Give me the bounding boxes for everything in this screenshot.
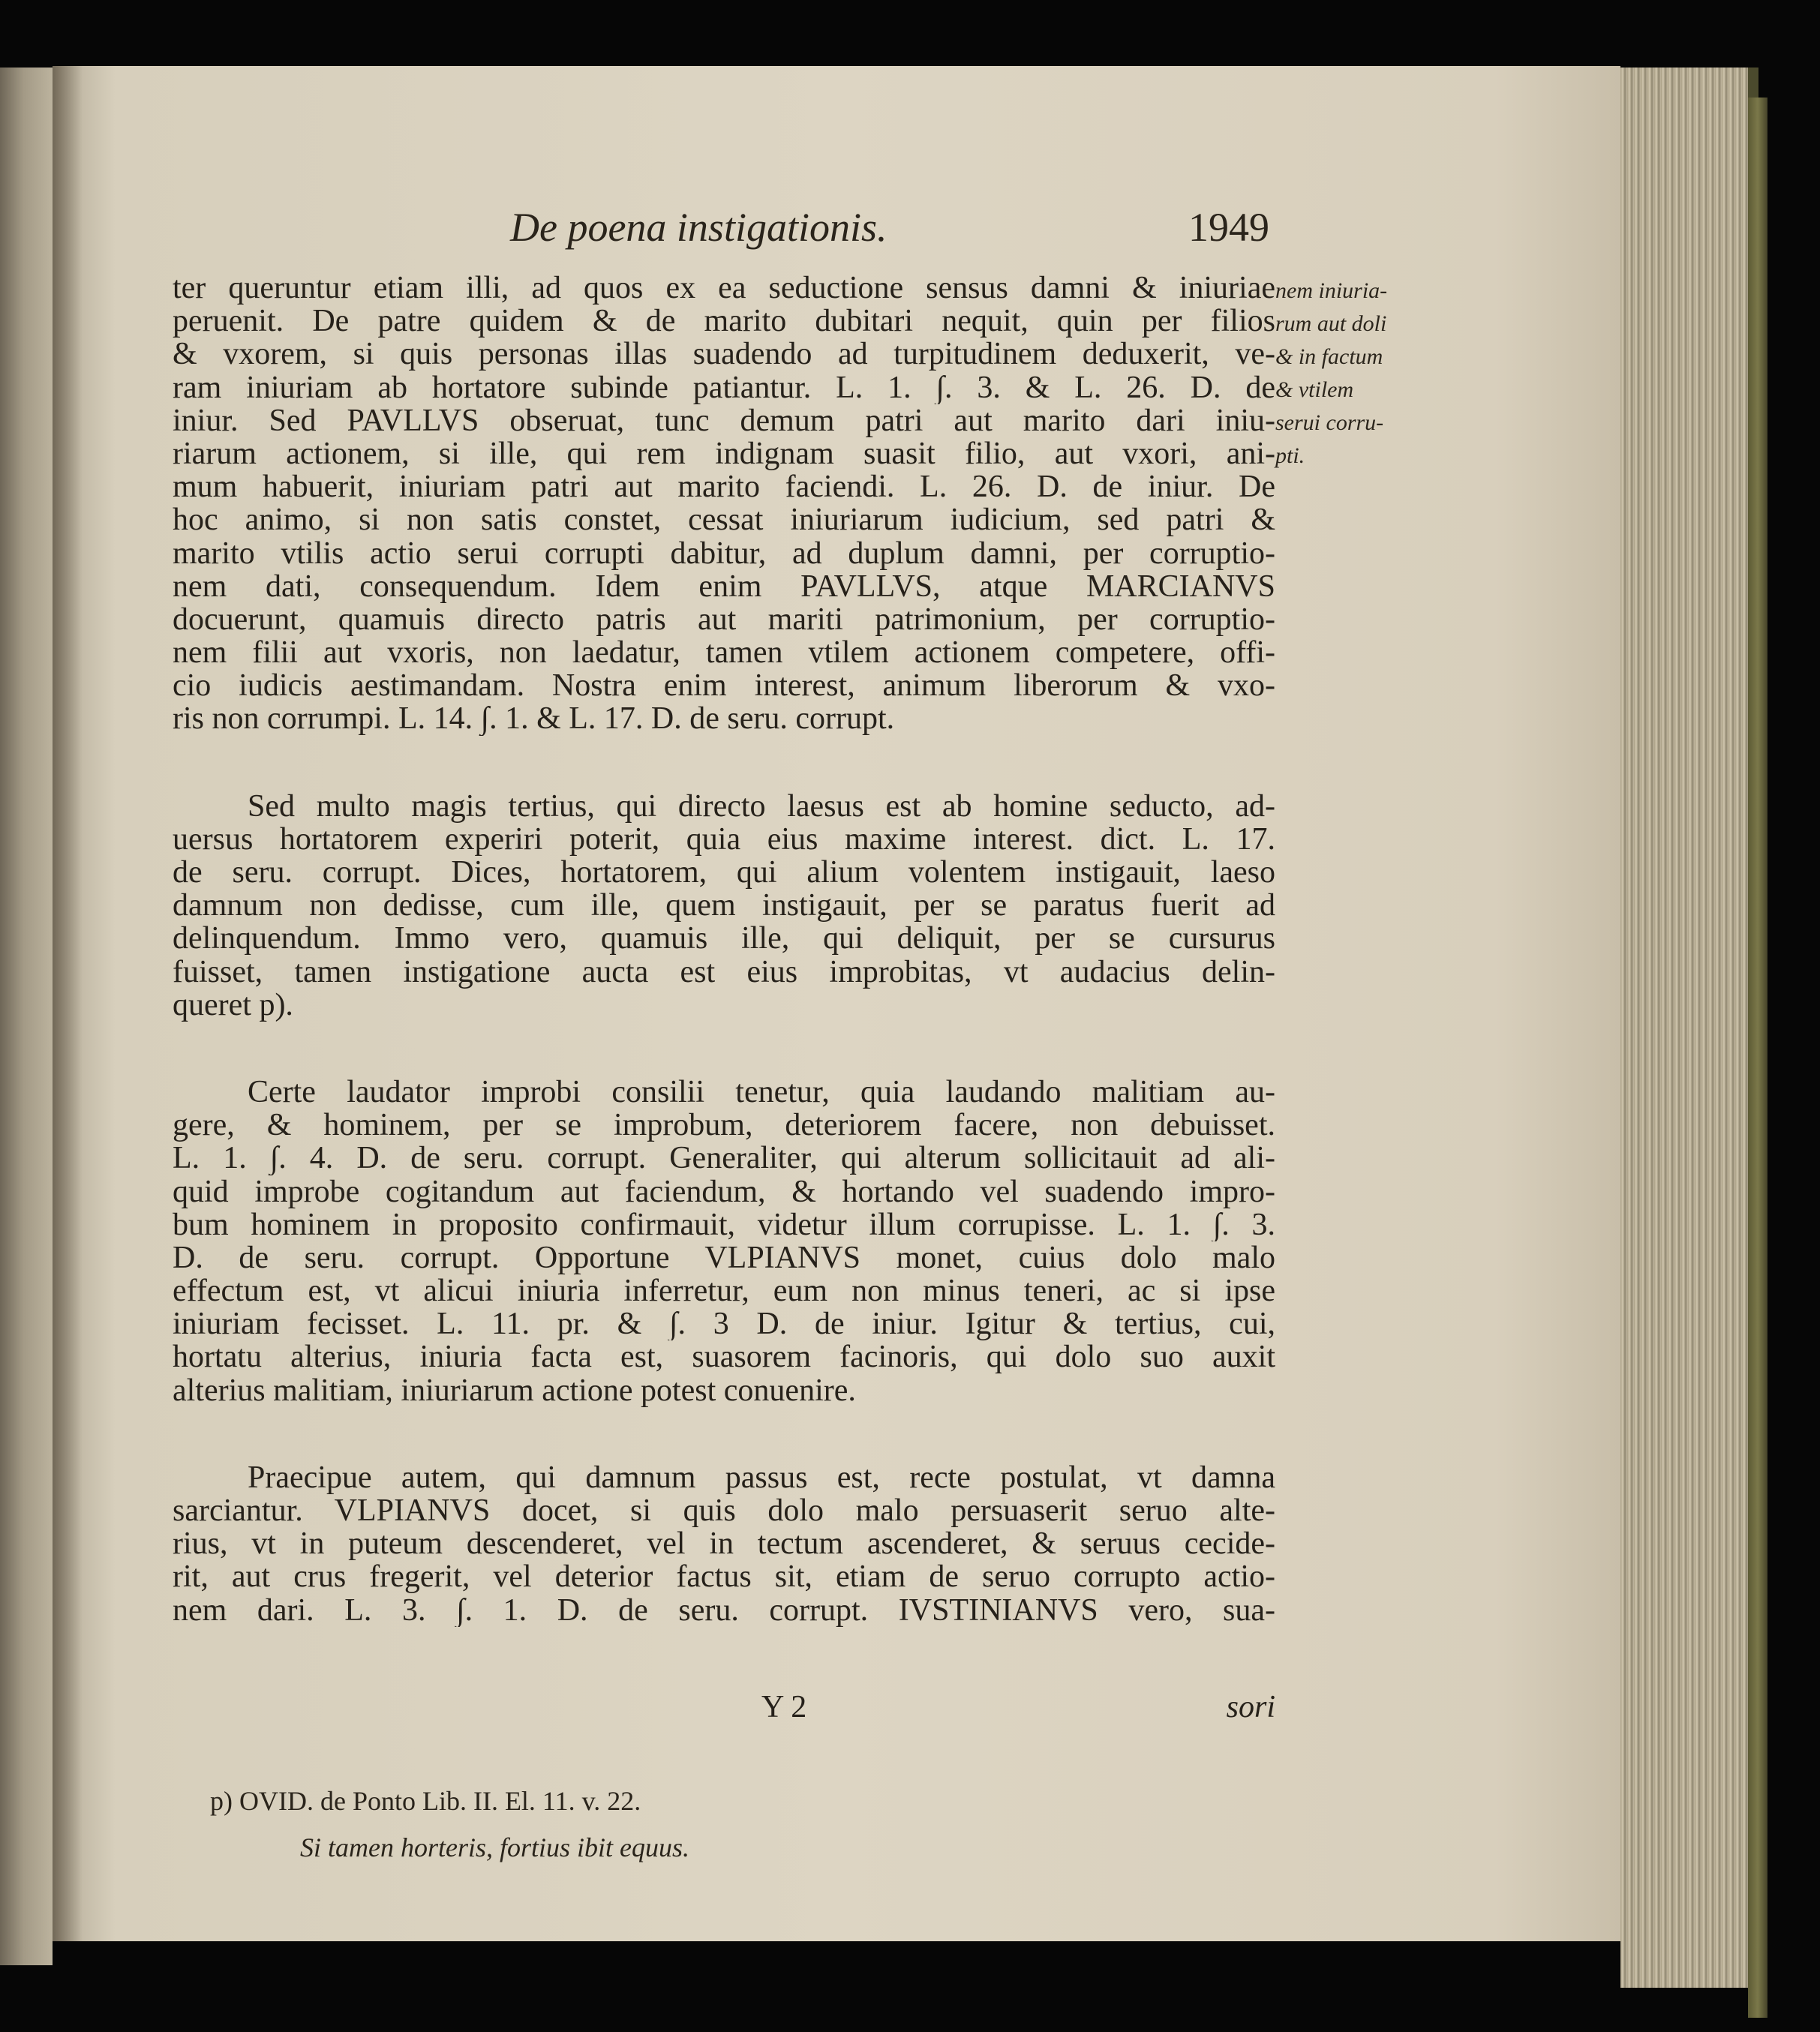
margin-note-line: nem iniuria- bbox=[1275, 278, 1388, 303]
text-line: hortatu alterius, iniuria facta est, suasorem facinoris, qui dolo suo auxit bbox=[173, 1340, 1275, 1374]
margin-note-line: & in factum bbox=[1275, 344, 1383, 369]
text-line: docuerunt, quamuis directo patris aut mariti patrimonium, per corruptio- bbox=[173, 602, 1275, 637]
paragraph-gap bbox=[173, 1022, 1275, 1076]
text-line: rit, aut crus fregerit, vel deterior factus sit, etiam de seruo corrupto actio- bbox=[173, 1560, 1275, 1594]
page-foot bbox=[173, 1689, 1275, 1727]
margin-note-line: pti. bbox=[1275, 443, 1305, 468]
running-head-title: De poena instigationis. bbox=[510, 205, 887, 250]
signature-mark: Y 2 bbox=[761, 1690, 807, 1724]
text-line: ter queruntur etiam illi, ad quos ex ea seductione sensus damni & iniuriae bbox=[173, 272, 1275, 305]
text-line: & vxorem, si quis personas illas suadendo ad turpitudinem deduxerit, ve- bbox=[173, 338, 1275, 371]
text-line: iniur. Sed PAVLLVS obseruat, tunc demum patri aut marito dari iniu- bbox=[173, 404, 1275, 437]
paragraph-3 bbox=[173, 1076, 1275, 1407]
body-text bbox=[173, 272, 1275, 1627]
catchword: sori bbox=[1226, 1690, 1275, 1724]
paragraph-1 bbox=[173, 272, 1275, 736]
text-line: sarciantur. VLPIANVS docet, si quis dolo malo persuaserit seruo alte- bbox=[173, 1494, 1275, 1528]
text-line: quid improbe cogitandum aut faciendum, & hortando vel suadendo impro- bbox=[173, 1175, 1275, 1208]
text-line: bum hominem in proposito confirmauit, videtur illum corrupisse. L. 1. ∫. 3. bbox=[173, 1208, 1275, 1241]
paragraph-2 bbox=[173, 790, 1275, 1022]
text-line: gere, & hominem, per se improbum, deteriorem facere, non debuisset. bbox=[173, 1109, 1275, 1142]
text-line: ram iniuriam ab hortatore subinde patiantur. L. 1. ∫. 3. & L. 26. D. de bbox=[173, 371, 1275, 404]
text-line: Certe laudator improbi consilii tenetur, quia laudando malitiam au- bbox=[248, 1075, 1275, 1109]
footnote-reference: p) OVID. de Ponto Lib. II. El. 11. v. 22. bbox=[210, 1786, 641, 1816]
text-line: effectum est, vt alicui iniuria inferretur, eum non minus teneri, ac si ipse bbox=[173, 1274, 1275, 1308]
page-number: 1949 bbox=[1188, 205, 1269, 250]
book-cover-edge bbox=[1748, 98, 1767, 2018]
text-line: queret p). bbox=[173, 988, 293, 1022]
text-line: damnum non dedisse, cum ille, quem instigauit, per se paratus fuerit ad bbox=[173, 889, 1275, 923]
text-line: riarum actionem, si ille, qui rem indignam suasit filio, aut vxori, ani- bbox=[173, 437, 1275, 471]
page-block-edge bbox=[1620, 68, 1758, 1988]
text-line: de seru. corrupt. Dices, hortatorem, qui alium volentem instigauit, laeso bbox=[173, 856, 1275, 890]
text-line: peruenit. De patre quidem & de marito dubitari nequit, quin per filios bbox=[173, 305, 1275, 338]
footnote-quotation: Si tamen horteris, fortius ibit equus. bbox=[300, 1832, 690, 1862]
text-line: nem filii aut vxoris, non laedatur, tamen vtilem actionem competere, offi- bbox=[173, 636, 1275, 670]
margin-note-line: rum aut doli bbox=[1275, 311, 1387, 336]
text-line: Sed multo magis tertius, qui directo laesus est ab homine seducto, ad- bbox=[248, 789, 1275, 823]
facing-page-edge bbox=[0, 68, 53, 1965]
text-line: Praecipue autem, qui damnum passus est, recte postulat, vt damna bbox=[248, 1460, 1275, 1494]
margin-note bbox=[1275, 275, 1433, 473]
footnote bbox=[210, 1778, 1185, 1871]
text-line: L. 1. ∫. 4. D. de seru. corrupt. Generaliter, qui alterum sollicitauit ad ali- bbox=[173, 1142, 1275, 1175]
text-line: delinquendum. Immo vero, quamuis ille, qui deliquit, per se cursurus bbox=[173, 922, 1275, 956]
text-line: uersus hortatorem experiri poterit, quia eius maxime interest. dict. L. 17. bbox=[173, 822, 1275, 856]
text-line: D. de seru. corrupt. Opportune VLPIANVS monet, cuius dolo malo bbox=[173, 1241, 1275, 1275]
text-line: rius, vt in puteum descenderet, vel in tectum ascenderet, & seruus cecide- bbox=[173, 1527, 1275, 1561]
text-line: hoc animo, si non satis constet, cessat iniuriarum iudicium, sed patri & bbox=[173, 503, 1275, 537]
text-line: nem dari. L. 3. ∫. 1. D. de seru. corrupt. IVSTINIANVS vero, sua- bbox=[173, 1593, 1275, 1627]
text-line: ris non corrumpi. L. 14. ∫. 1. & L. 17. D. de seru. corrupt. bbox=[173, 702, 895, 736]
text-line: cio iudicis aestimandam. Nostra enim interest, animum liberorum & vxo- bbox=[173, 669, 1275, 703]
text-line: marito vtilis actio serui corrupti dabitur, ad duplum damni, per corruptio- bbox=[173, 536, 1275, 570]
text-line: mum habuerit, iniuriam patri aut marito faciendi. L. 26. D. de iniur. De bbox=[173, 470, 1275, 504]
text-line: nem dati, consequendum. Idem enim PAVLLVS, atque MARCIANVS bbox=[173, 569, 1275, 603]
margin-note-line: serui corru- bbox=[1275, 410, 1384, 435]
text-line: fuisset, tamen instigatione aucta est eius improbitas, vt audacius delin- bbox=[173, 955, 1275, 989]
running-head bbox=[510, 197, 1275, 264]
paragraph-gap bbox=[173, 736, 1275, 790]
paragraph-4 bbox=[173, 1461, 1275, 1627]
paragraph-gap bbox=[173, 1407, 1275, 1461]
text-line: iniuriam fecisset. L. 11. pr. & ∫. 3 D. de iniur. Igitur & tertius, cui, bbox=[173, 1307, 1275, 1341]
text-line: alterius malitiam, iniuriarum actione potest conuenire. bbox=[173, 1373, 856, 1407]
gutter-shadow bbox=[53, 66, 83, 1941]
margin-note-line: & vtilem bbox=[1275, 377, 1354, 402]
